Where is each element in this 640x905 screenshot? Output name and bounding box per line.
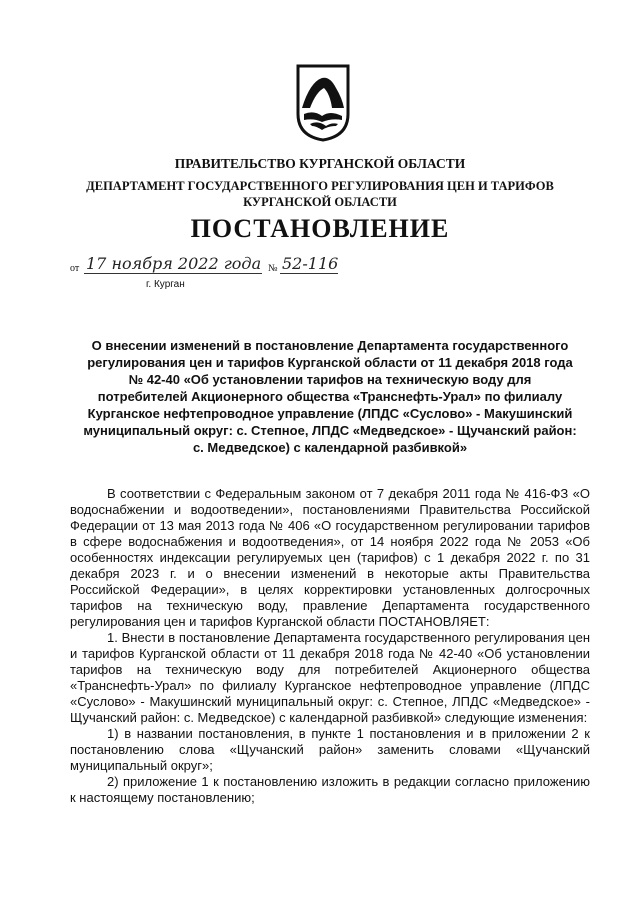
- subclause-1-paragraph: 1) в названии постановления, в пункте 1 постановления и в приложении 2 к постановлению слова «Щучанский район» заменить словами «Щучанский муниципальный округ»;: [70, 726, 590, 773]
- handwritten-number: 52-116: [282, 254, 339, 273]
- heading-line: регулирования цен и тарифов Курганской области от 11 декабря 2018 года: [87, 355, 573, 370]
- city-label: г. Курган: [146, 279, 185, 290]
- date-from-label: от: [70, 263, 80, 274]
- heading-line: потребителей Акционерного общества «Транснефть-Урал» по филиалу: [97, 389, 563, 404]
- coat-of-arms-icon: [292, 62, 354, 142]
- resolution-heading: [60, 337, 600, 456]
- date-underline: [84, 273, 262, 274]
- document-type-title: ПОСТАНОВЛЕНИЕ: [190, 214, 450, 243]
- heading-line: муниципальный округ: с. Степное, ЛПДС «Медведское» - Щучанский район:: [83, 423, 577, 438]
- department-name-line2: КУРГАНСКОЙ ОБЛАСТИ: [243, 195, 397, 209]
- heading-line: № 42-40 «Об установлении тарифов на техническую воду для: [128, 372, 532, 387]
- resolution-body: [70, 486, 590, 806]
- clause-1-paragraph: 1. Внести в постановление Департамента государственного регулирования цен и тарифов Курганской области от 11 декабря 2018 года № 42-40 «Об установлении тарифов на техническую воду для потребителей Акционерного общества «Транснефть-Урал» по филиалу Курганское нефтепроводное управление (ЛПДС «Суслово» - Макушинский муниципальный округ: с. Степное, ЛПДС «Медведское» - Щучанский район: с. Медведское) с календарной разбивкой» следующие изменения:: [70, 630, 590, 725]
- subclause-2-paragraph: 2) приложение 1 к постановлению изложить в редакции согласно приложению к настоящему постановлению;: [70, 774, 590, 805]
- preamble-paragraph: В соответствии с Федеральным законом от 7 декабря 2011 года № 416-ФЗ «О водоснабжении и водоотведении», постановлениями Правительства Российской Федерации от 13 мая 2013 года № 406 «О государственном регулировании тарифов в сфере водоснабжения и водоотведения», от 14 ноября 2022 года № 2053 «Об особенностях индексации регулируемых цен (тарифов) с 1 декабря 2022 г. по 31 декабря 2023 г. и о внесении изменений в некоторые акты Правительства Российской Федерации», в целях корректировки установленных долгосрочных тарифов на техническую воду, правление Департамента государственного регулирования цен и тарифов Курганской области ПОСТАНОВЛЯЕТ:: [70, 486, 590, 629]
- heading-line: О внесении изменений в постановление Департамента государственного: [91, 338, 569, 353]
- number-underline: [280, 273, 338, 274]
- government-name: ПРАВИТЕЛЬСТВО КУРГАНСКОЙ ОБЛАСТИ: [174, 156, 466, 171]
- heading-line: с. Медведское) с календарной разбивкой»: [192, 440, 468, 455]
- handwritten-date: 17 ноября 2022 года: [86, 254, 262, 273]
- number-label: №: [268, 263, 278, 274]
- heading-line: Курганское нефтепроводное управление (ЛПДС «Суслово» - Макушинский: [87, 406, 573, 421]
- date-number-line: [70, 254, 370, 278]
- department-name-line1: ДЕПАРТАМЕНТ ГОСУДАРСТВЕННОГО РЕГУЛИРОВАНИЯ ЦЕН И ТАРИФОВ: [86, 179, 554, 193]
